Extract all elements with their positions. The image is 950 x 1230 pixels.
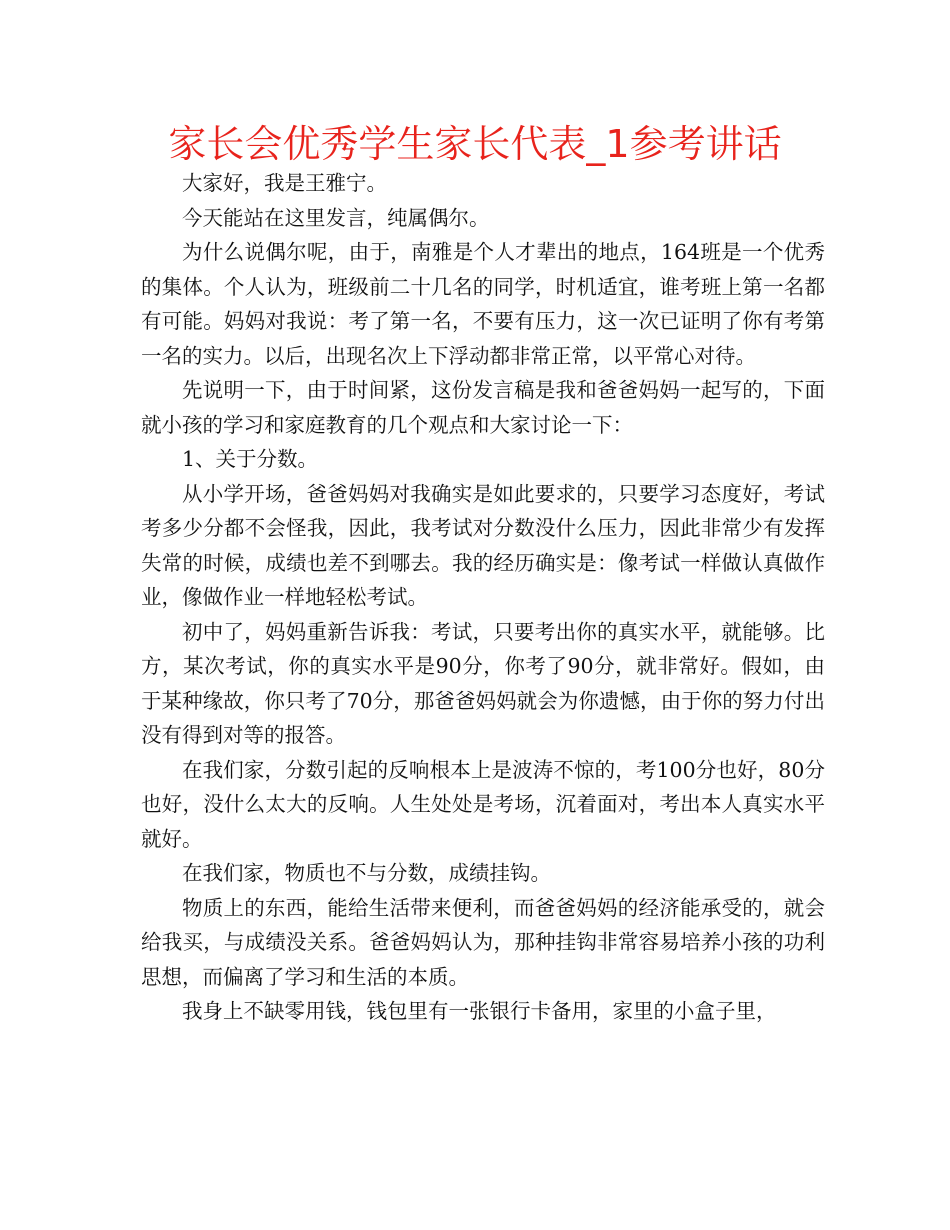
paragraph-middle-school: 初中了，妈妈重新告诉我：考试，只要考出你的真实水平，就能够。比方，某次考试，你的真实水平是90分，你考了90分，就非常好。假如，由于某种缘故，你只考了70分，那爸爸妈妈就会为你遗憾，由于你的努力付出没有得到对等的报答。 <box>141 619 825 747</box>
paragraph-material-detail: 物质上的东西，能给生活带来便利，而爸爸妈妈的经济能承受的，就会给我买，与成绩没关系。爸爸妈妈认为，那种挂钩非常容易培养小孩的功利思想，而偏离了学习和生活的本质。 <box>141 895 825 989</box>
paragraph-primary-school: 从小学开场，爸爸妈妈对我确实是如此要求的，只要学习态度好，考试考多少分都不会怪我，因此，我考试对分数没什么压力，因此非常少有发挥失常的时候，成绩也差不到哪去。我的经历确实是：像考试一样做认真做作业，像做作业一样地轻松考试。 <box>141 481 825 609</box>
paragraph-material-rule: 在我们家，物质也不与分数，成绩挂钩。 <box>182 861 551 885</box>
paragraph-pocket-money: 我身上不缺零用钱，钱包里有一张银行卡备用，家里的小盒子里， <box>182 999 777 1023</box>
section-heading-scores: 1、关于分数。 <box>182 447 319 471</box>
paragraph-why-chance: 为什么说偶尔呢，由于，南雅是个人才辈出的地点，164班是一个优秀的集体。个人认为，班级前二十几名的同学，时机适宜，谁考班上第一名都有可能。妈妈对我说：考了第一名，不要有压力，这一次已证明了你有考第一名的实力。以后，出现名次上下浮动都非常正常，以平常心对待。 <box>141 240 825 368</box>
document-title: 家长会优秀学生家长代表_1参考讲话 <box>168 122 782 166</box>
paragraph-greeting: 大家好，我是王雅宁。 <box>182 171 387 195</box>
document-body <box>141 166 825 1029</box>
paragraph-explanation: 先说明一下，由于时间紧，这份发言稿是我和爸爸妈妈一起写的，下面就小孩的学习和家庭教育的几个观点和大家讨论一下： <box>141 378 825 437</box>
paragraph-home-reaction: 在我们家，分数引起的反响根本上是波涛不惊的，考100分也好，80分也好，没什么太大的反响。人生处处是考场，沉着面对，考出本人真实水平就好。 <box>141 757 825 851</box>
paragraph-intro: 今天能站在这里发言，纯属偶尔。 <box>182 205 490 230</box>
